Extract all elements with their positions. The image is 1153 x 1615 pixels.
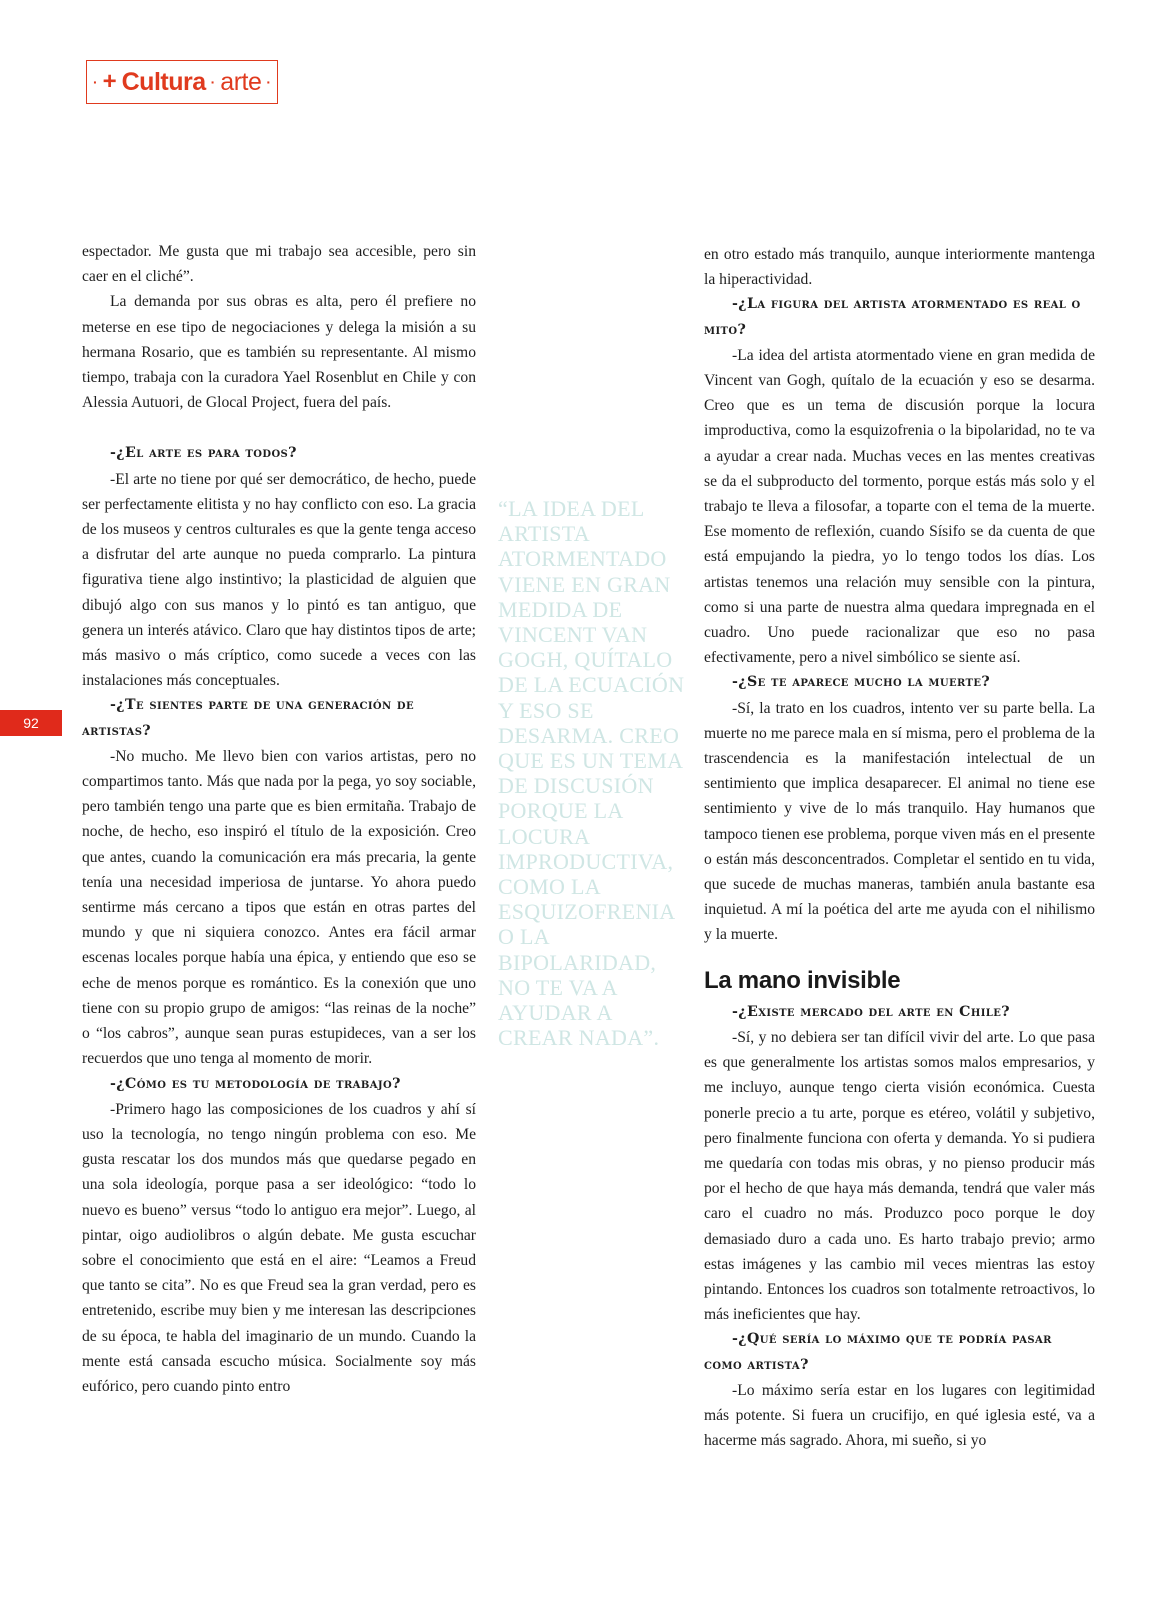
- interview-answer: -Sí, la trato en los cuadros, intento ver su parte bella. La muerte no me parece mala en sí misma, pero el problema de la trascendencia es la manifestación intelectual de un sentimiento que implica desaparecer. El animal no tiene ese sentimiento y vive de lo más tranquilo. Hay humanos que tampoco tienen ese problema, porque viven más en el presente o están más desconcentrados. Completar el sentido en tu vida, que sucede de muchas maneras, también anula bastante esa inquietud. A mí la poética del arte me ayuda con el nihilismo y la muerte.: [704, 699, 1095, 944]
- pull-quote: “LA IDEA DEL ARTISTA ATORMENTADO VIENE EN GRAN MEDIDA DE VINCENT VAN GOGH, QUÍTALO DE LA ECUACIÓN Y ESO SE DESARMA. CREO QUE ES UN TEMA DE DISCUSIÓN PORQUE LA LOCURA IMPRODUCTIVA, COMO LA ESQUIZOFRENIA O LA BIPOLARIDAD, NO TE VA A AYUDAR A CREAR NADA”.: [498, 496, 685, 1051]
- interview-question: -¿El arte es para todos?: [110, 445, 297, 462]
- paragraph: La demanda por sus obras es alta, pero él prefiere no meterse en ese tipo de negociaciones y delega la misión a su hermana Rosario, que es también su representante. Al mismo tiempo, trabaja con la curadora Yael Rosenblut en Chile y con Alessia Autuori, de Glocal Project, fuera del país.: [82, 293, 476, 412]
- interview-answer: -Sí, y no debiera ser tan difícil vivir del arte. Lo que pasa es que generalmente los artistas somos malos empresarios, y me incluyo, aunque tengo cierta visión económica. Cuesta ponerle precio a tu arte, porque es etéreo, volátil y subjetivo, pero finalmente funciona con oferta y demanda. Yo si pudiera me quedaría con todas mis obras, y no pienso producir más por el hecho de que haya más demanda, tendrá que valer más caro el cuadro no más. Produzco poco porque le doy demasiado duro a cada uno. Es harto trabajo previo; armo estas imágenes y las cambio mil veces mientras las estoy pintando. Entonces los cuadros son totalmente retroactivos, lo más ineficientes que hay.: [704, 1028, 1095, 1324]
- interview-question: -¿Te sientes parte de una generación de artistas?: [82, 697, 415, 739]
- section-tag-main: Cultura: [121, 67, 206, 96]
- page-number: 92: [0, 710, 62, 736]
- interview-answer: -La idea del artista atormentado viene en gran medida de Vincent van Gogh, quítalo de la ecuación y eso se desarma. Creo que es un tema de discusión porque la locura improductiva, como la esquizofrenia o la bipolaridad, no te va a ayudar a crear nada. Muchas veces en las mentes creativas se da el subproducto del tormento, porque estás más solo y el trabajo te lleva a filosofar, a toparte con el tema de la muerte. Ese momento de reflexión, cuando Sísifo se da cuenta de que está empujando la piedra, yo lo tengo todos los días. Los artistas tenemos una relación muy sensible con la pintura, como si una parte de nuestra alma quedara impregnada en el cuadro. Uno puede racionalizar que eso no pasa efectivamente, pero a nivel simbólico se siente así.: [704, 346, 1095, 667]
- spacer: [82, 415, 476, 441]
- section-tag-plus: +: [102, 68, 117, 95]
- paragraph: en otro estado más tranquilo, aunque interiormente mantenga la hiperactividad.: [704, 246, 1095, 289]
- article-column-left: [82, 239, 476, 1399]
- interview-answer: -Primero hago las composiciones de los cuadros y ahí sí uso la tecnología, no tengo ningún problema con eso. Me gusta rescatar los dos mundos más que quedarse pegado en una sola ideología, porque pasa a ser ideológico: “todo lo nuevo es bueno” versus “todo lo antiguo era mejor”. Luego, al pintar, oigo audiolibros o algún debate. Me gusta escuchar sobre el conocimiento que está en el aire: “Leamos a Freud que tanto se cita”. No es que Freud sea la gran verdad, pero es entretenido, escribe muy bien y me interesan las descripciones de su época, te habla del imaginario de un mundo. Cuando la mente está cansada escucho música. Socialmente soy más eufórico, pero cuando pinto entro: [82, 1100, 476, 1395]
- article-column-right: [704, 242, 1095, 1453]
- section-tag: [86, 60, 278, 104]
- section-subheading: La mano invisible: [704, 966, 901, 994]
- interview-question: -¿Existe mercado del arte en Chile?: [732, 1003, 1010, 1020]
- section-tag-sub: arte: [220, 67, 262, 96]
- interview-answer: -Lo máximo sería estar en los lugares con legitimidad más potente. Si fuera un crucifijo, en qué iglesia esté, va a hacerme más sagrado. Ahora, mi sueño, si yo: [704, 1381, 1095, 1450]
- paragraph: espectador. Me gusta que mi trabajo sea accesible, pero sin caer en el cliché”.: [82, 243, 476, 286]
- interview-answer: -No mucho. Me llevo bien con varios artistas, pero no compartimos tanto. Más que nada por la pega, yo soy sociable, pero también tengo una parte que es bien ermitaña. Trabajo de noche, de hecho, eso inspiró el título de la exposición. Creo que antes, cuando la comunicación era más precaria, la gente tenía una necesidad imperiosa de juntarse. Yo ahora puedo sentirme más cercano a tipos que están en otras partes del mundo y que ni siquiera conozco. Antes era fácil armar escenas locales porque había una épica, y entiendo que eso se eche de menos porque es romántico. Es la conexión que uno tiene con su propio grupo de amigos: “las reinas de la noche” o “los cabros”, aunque sean puras estupideces, van a ser los recuerdos que uno tenga al momento de morir.: [82, 747, 476, 1068]
- interview-question: -¿La figura del artista atormentado es real o mito?: [704, 296, 1081, 338]
- section-tag-dot: ·: [266, 74, 272, 90]
- section-tag-dot: ·: [210, 74, 216, 90]
- interview-question: -¿Qué sería lo máximo que te podría pasar como artista?: [704, 1331, 1052, 1373]
- interview-question: -¿Se te aparece mucho la muerte?: [732, 674, 991, 691]
- section-tag-dot: ·: [92, 74, 98, 90]
- interview-answer: -El arte no tiene por qué ser democrático, de hecho, puede ser perfectamente elitista y no hay conflicto con eso. La gracia de los museos y centros culturales es que la gente tenga acceso a disfrutar del arte aunque no pueda comprarlo. La pintura figurativa tiene algo instintivo; la plasticidad de alguien que dibujó algo con sus manos y lo pintó es tan antiguo, que genera un interés atávico. Claro que hay distintos tipos de arte; más masivo o más críptico, como sucede a veces con las instalaciones más conceptuales.: [82, 470, 476, 690]
- interview-question: -¿Cómo es tu metodología de trabajo?: [110, 1075, 401, 1092]
